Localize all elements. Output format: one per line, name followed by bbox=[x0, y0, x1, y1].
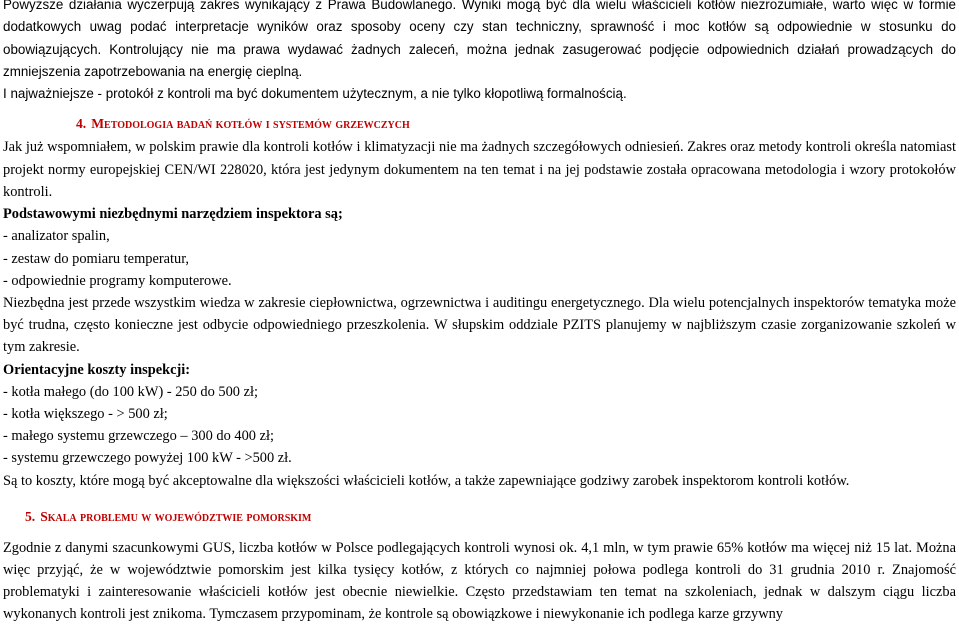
tool-item: - analizator spalin, bbox=[3, 228, 110, 245]
intro-paragraph: Powyższe działania wyczerpują zakres wynikający z Prawa Budowlanego. Wyniki mogą być dla wielu właścicieli kotłów niezrozumiałe, warto więc w formie dodatkowych uwag podać interpretacje wyników oraz sposoby oceny czy stan techniczny, sprawność i moc kotłów są odpowiednie w stosunku do obowiązujących. Kontrolujący nie ma prawa wydawać żadnych zaleceń, można jednak zasugerować podjęcie odpowiednich działań prowadzących do zmniejszenia zapotrzebowania na energię cieplną. bbox=[3, 0, 956, 79]
intro-summary: I najważniejsze - protokół z kontroli ma być dokumentem użytecznym, a nie tylko kłopotliwą formalnością. bbox=[3, 86, 627, 102]
section-5-title: Skala problemu w województwie pomorskim bbox=[40, 508, 312, 524]
section-4-title: Metodologia badań kotłów i systemów grzewczych bbox=[91, 116, 410, 132]
cost-item: - kotła małego (do 100 kW) - 250 do 500 zł; bbox=[3, 383, 258, 400]
section-5-number: 5. bbox=[25, 508, 36, 524]
tools-block bbox=[3, 203, 956, 292]
section-4-paragraph-costs-summary: Są to koszty, które mogą być akceptowalne dla większości właścicieli kotłów, a także zapewniające godziwy zarobek inspektorom kontroli kotłów. bbox=[3, 472, 850, 489]
costs-block bbox=[3, 359, 956, 470]
section-4-number: 4. bbox=[76, 116, 87, 132]
section-4-heading bbox=[3, 113, 956, 135]
cost-item: - małego systemu grzewczego – 300 do 400 zł; bbox=[3, 428, 274, 445]
cost-item: - systemu grzewczego powyżej 100 kW - >500 zł. bbox=[3, 450, 292, 467]
cost-item: - kotła większego - > 500 zł; bbox=[3, 405, 168, 422]
section-4-paragraph-training: Niezbędna jest przede wszystkim wiedza w zakresie ciepłownictwa, ogrzewnictwa i auditingu energetycznego. Dla wielu potencjalnych inspektorów tematyka może być trudna, często konieczne jest odbycie odpowiedniego przeszkolenia. W słupskim oddziale PZITS planujemy w najbliższym czasie zorganizowanie szkoleń w tym zakresie. bbox=[3, 294, 956, 356]
section-5-paragraph: Zgodnie z danymi szacunkowymi GUS, liczba kotłów w Polsce podlegających kontroli wynosi ok. 4,1 mln, w tym prawie 65% kotłów ma więcej niż 15 lat. Można więc przyjąć, że w województwie pomorskim jest kilka tysięcy kotłów, z których co najmniej połowa podlega kontroli do 31 grudnia 2010 r. Znajomość problematyki i zainteresowanie właścicieli kotłów jest obecnie niewielkie. Często przedstawiam ten temat na szkoleniach, jednak w dalszym ciągu liczba wykonanych kontroli jest znikoma. Tymczasem przypominam, że kontrole są obowiązkowe i niewykonanie ich podlega karze grzywny bbox=[3, 539, 956, 623]
tool-item: - zestaw do pomiaru temperatur, bbox=[3, 250, 190, 267]
tools-heading: Podstawowymi niezbędnymi narzędziem inspektora są; bbox=[3, 206, 343, 223]
costs-heading: Orientacyjne koszty inspekcji: bbox=[3, 361, 191, 378]
section-4-paragraph-methods: Jak już wspomniałem, w polskim prawie dla kontroli kotłów i klimatyzacji nie ma żadnych szczegółowych odniesień. Zakres oraz metody kontroli określa natomiast projekt normy europejskiej CEN/WI 228020, która jest jedynym dokumentem na ten temat i na jej podstawie została opracowana metodologia i wzory protokołów kontroli. bbox=[3, 139, 956, 200]
tool-item: - odpowiednie programy komputerowe. bbox=[3, 272, 232, 289]
section-5-heading bbox=[3, 506, 956, 528]
